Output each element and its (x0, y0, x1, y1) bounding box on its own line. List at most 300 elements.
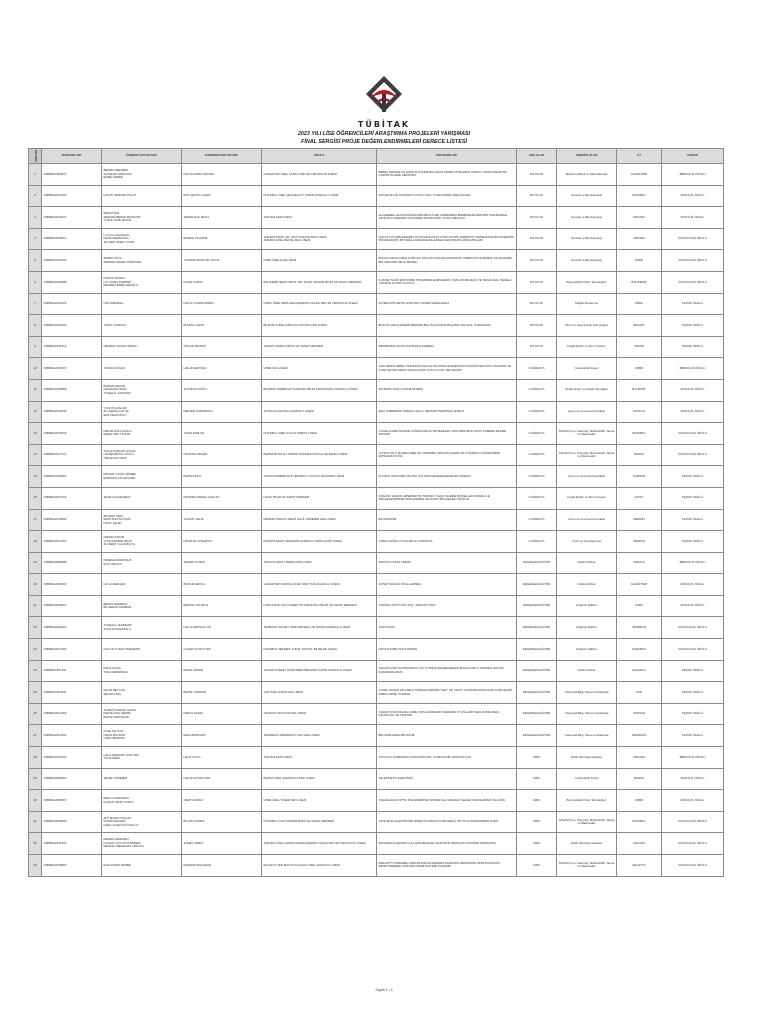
table-row (29, 250, 724, 272)
cell-okul: GAZİANTEP ÖZEL SANKO FEN VE TEKNOLOJİ LİSESİ (262, 164, 377, 186)
cell-tematik: Kültürel Miras (557, 552, 617, 574)
cell-ogrenci: RIDVAN YUSUF ŞİMŞEK EMİRHAN ÇALIŞKANEL (102, 466, 182, 488)
cell-karar: TEŞVİK ÖDÜLÜ (662, 531, 724, 553)
cell-karar: TEŞVİK ÖDÜLÜ (662, 293, 724, 315)
table-row (29, 617, 724, 639)
cell-tematik: Biyomedikal Cihaz Teknolojileri (557, 790, 617, 812)
cell-no: 19 (29, 552, 42, 574)
cell-basvuru: 1689B012340270 (42, 207, 102, 229)
cell-proje: PARAZİTTİ PORAMED ÖZDUDUNDA DÜŞLENEN PARANTİK RESONANS SPEKTROSKOPİ (RESPTİRMERE) GÖRÜNTÜLEME SİSTEMİ TASARIMI (377, 855, 517, 877)
cell-basvuru: 1689B012327721 (42, 444, 102, 466)
cell-ana-alan: FİZİK (517, 811, 557, 833)
cell-ana-alan: BİYOLOJİ (517, 164, 557, 186)
cell-ogrenci: NİMENA PAMUKSUZ ELİF ÖZKAYA (102, 552, 182, 574)
cell-okul: SAKARYA ŞEHİT ÖĞRETMEN İBRAHİM FANKIK ANADOLU LİSESİ (262, 660, 377, 682)
cell-il: İZMİR (617, 358, 662, 380)
cell-proje: OTO KULLANIMINDAN KONUM BULMA: ULTRASONİK NAVİGASYON (377, 747, 517, 769)
cell-ana-alan: COĞRAFYA (517, 466, 557, 488)
cell-proje: ANTEP SOKAĞİ OKULLARINDA (377, 574, 517, 596)
table-row (29, 682, 724, 704)
cell-danisman: BÜLBÜL ÇAKIR (182, 315, 262, 337)
cell-proje: BAVANDA ALANINDA KULLANILABİLECEK PARANTİK PERLATİK TASARIMI (PARANTİK) (377, 833, 517, 855)
col-tematik: TEMATİK ALAN (557, 149, 617, 164)
cell-okul: İZMİR ÖZEL TANER FEN LİSESİ (262, 790, 377, 812)
cell-tematik: Doğal Afetler ve Doğal Kaynaklar (557, 379, 617, 401)
cell-okul: TRABZON SAFFET ÇEBİ MESLEKİ VE TEKNİK ANADOLU LİSESİ (262, 617, 377, 639)
col-ogrenci: ÖĞRENCİ ADI SOYADI (102, 149, 182, 164)
page-subtitle: FİNAL SERGİSİ PROJE DEĞERLENDİRMELERİ DERECE LİSTESİ (301, 139, 467, 145)
cell-ogrenci: CAN MENDİLLİ (102, 293, 182, 315)
cell-danisman: PINAR KARAZ (182, 271, 262, 293)
cell-ana-alan: DEĞERLER EĞİTİMİ (517, 725, 557, 747)
cell-proje: SAKARYA'NIN KAYBOLMAYA YÜZ TUTMUŞ DEĞERLERİNİN MASALLARLA YENİDEN HAYATA KAZANDIRILMASI (377, 660, 517, 682)
cell-proje: TARİHİN UNUTTUĞU TAŞ: "FRENTİK TAŞI" (377, 595, 517, 617)
cell-no: 33 (29, 855, 42, 877)
cell-ana-alan: DEĞERLER EĞİTİMİ (517, 639, 557, 661)
cell-basvuru: 1689B012338713 (42, 336, 102, 358)
cell-karar: ÜÇÜNCÜLÜK ÖDÜLÜ (662, 444, 724, 466)
cell-okul: SAMSUN ERBAKANT TEKKEKÖY SOSYAL BİLİMLER LİSESİ (262, 466, 377, 488)
cell-il: AMASYA (617, 552, 662, 574)
cell-karar: İKİNCİLİK ÖDÜLÜ (662, 401, 724, 423)
cell-okul: ANTALYA KARATAY ANADOLU LİSESİ (262, 401, 377, 423)
cell-no: 18 (29, 531, 42, 553)
cell-ogrenci: TURAN DOĞAN (102, 358, 182, 380)
cell-ana-alan: BİYOLOJİ (517, 250, 557, 272)
cell-okul: KARS PROF. DR. FAHRETTİN KIRZIOĞLU BİLİM VE SANAT MERKEZİ (262, 595, 377, 617)
cell-okul: BURSA BTSO ALİ OSMAN SÖNMEZ SOSYAL BİLİMLER LİSESİ (262, 444, 377, 466)
cell-karar: TEŞVİK ÖDÜLÜ (662, 509, 724, 531)
cell-proje: TAHTA ASILI (377, 617, 517, 639)
cell-basvuru: 1689B012352331 (42, 682, 102, 704)
table-row (29, 552, 724, 574)
cell-danisman: HÜLYA YILMAZ MİRZA (182, 293, 262, 315)
cell-no: 7 (29, 293, 42, 315)
cell-basvuru: 1689B012322394 (42, 639, 102, 661)
cell-basvuru: 1689B012329126 (42, 293, 102, 315)
cell-no: 27 (29, 725, 42, 747)
cell-karar: TEŞVİK ÖDÜLÜ (662, 660, 724, 682)
cell-ogrenci: LEYLA DENÇER (102, 574, 182, 596)
table-row (29, 207, 724, 229)
cell-tematik: STEAM (Fen, Teknoloji, Mühendislik, Sanat ve Matematik) (557, 855, 617, 877)
cell-tematik: Genetik ve Biyoteknoloji (557, 207, 617, 229)
cell-no: 29 (29, 768, 42, 790)
cell-basvuru: 1689B012346293 (42, 315, 102, 337)
cell-no: 31 (29, 811, 42, 833)
table-row (29, 336, 724, 358)
cell-ogrenci: ALP MURAT KINCAK RIYAM DENÇER NAZLI AYŞE KÜÇÜKOLLÜ (102, 811, 182, 833)
cell-basvuru: 1689B012307415 (42, 487, 102, 509)
cell-danisman: MELTEM KARADOĞU (182, 401, 262, 423)
col-danisman: DANIŞMAN ADI SOYADI (182, 149, 262, 164)
cell-proje: TASARLANAN OPTİK POLARİMETRE SİSTEMİ İLE GIDADAKİ ŞEKER ORANLARININ ÖLÇÜMÜ (377, 790, 517, 812)
table-row (29, 358, 724, 380)
cell-basvuru: 1689B012327163 (42, 531, 102, 553)
cell-il: İZMİR (617, 250, 662, 272)
cell-okul: MERSİN TARSUS ŞEHİT HALİL ÖZDEMİR FEN LİSESİ (262, 509, 377, 531)
cell-danisman: AHMET ARBAY (182, 833, 262, 855)
cell-karar: İKİNCİLİK ÖDÜLÜ (662, 379, 724, 401)
cell-il: BURSA (617, 768, 662, 790)
col-proje: PROJENİN ADI (377, 149, 517, 164)
table-row (29, 379, 724, 401)
cell-ogrenci: RANA ALTAŞ TANA DEMİRKILIK (102, 660, 182, 682)
cell-ogrenci: EGE SONAT DERBE (102, 855, 182, 877)
table-row (29, 574, 724, 596)
cell-ogrenci: BERRİN MERMER SUDENAZ DİRGÖĞA EMRE ÖZMEN (102, 164, 182, 186)
cell-ana-alan: BİYOLOJİ (517, 336, 557, 358)
cell-ogrenci: CEYLİN TUANA TAŞDEMİR (102, 639, 182, 661)
cell-no: 28 (29, 747, 42, 769)
cell-proje: YAŞANTI KONUSUNA GÖRE YAPILANDIRILMIŞ SERAMİK OYUNLARIN ŞEKLİN BİR AMAÇ UZUNLUĞU VE TANITIMI (377, 703, 517, 725)
cell-il: SAKARYA (617, 660, 662, 682)
cell-il: BİLECİK (617, 315, 662, 337)
cell-no: 24 (29, 660, 42, 682)
cell-danisman: HALİT KOCA (182, 747, 262, 769)
cell-danisman: HAKAN DÜVEYNAK (182, 768, 262, 790)
cell-basvuru: 1689B012349953 (42, 855, 102, 877)
cell-proje: EKOHUNTER (377, 509, 517, 531)
cell-ogrenci: EREN KAHRAMAN KUZGAY BARİ TOSUN (102, 790, 182, 812)
cell-ana-alan: BİYOLOJİ (517, 315, 557, 337)
cell-ogrenci: KEREM AŞKAR YUNUS EMRE ÇELİK ALİ BERK YALÇINKAYA (102, 531, 182, 553)
cell-karar: BİRİNCİLİK ÖDÜLÜ (662, 747, 724, 769)
cell-il: ISPARTA (617, 531, 662, 553)
cell-ogrenci: BERRA DEMİRKIL BİLGEHAN AKDENİZ (102, 595, 182, 617)
cell-okul: ORDU ÖZEL ORDU BAHÇEŞEHİR KOLEJİ FEN VE TEKNOLOJİ LİSESİ (262, 293, 377, 315)
cell-okul: SAMSUN AZİZ ATİK FEN LİSESİ (262, 703, 377, 725)
cell-ana-alan: COĞRAFYA (517, 531, 557, 553)
cell-ogrenci: KEVİN BEYCAN SELAN ATEŞ (102, 682, 182, 704)
cell-karar: İKİNCİLİK ÖDÜLÜ (662, 790, 724, 812)
cell-basvuru: 1689B012329599 (42, 811, 102, 833)
cell-ana-alan: DEĞERLER EĞİTİMİ (517, 682, 557, 704)
cell-tematik: Çevre ve Çevresel Kaynaklar (557, 466, 617, 488)
cell-ogrenci: SENEL ÖZDEMİR (102, 768, 182, 790)
cell-karar: ÜÇÜNCÜLÜK ÖDÜLÜ (662, 855, 724, 877)
cell-karar: TEŞVİK ÖDÜLÜ (662, 336, 724, 358)
table-row (29, 811, 724, 833)
table-row (29, 595, 724, 617)
cell-basvuru: 1689B012388988 (42, 552, 102, 574)
cell-no: 25 (29, 682, 42, 704)
cell-tematik: Yaşamsal Bilgi, Sanat ve Edebiyat (557, 703, 617, 725)
cell-basvuru: 1689B012366560 (42, 768, 102, 790)
cell-no: 13 (29, 423, 42, 445)
logo-wordmark: TÜBİTAK (357, 120, 411, 129)
table-row (29, 271, 724, 293)
cell-proje: GÜLER KAMPÜSÜNDE COĞRAFİ BİLGİ SİSTEMLERİ (CBS) DESTEKLİ AKTİF KAMERA İZLEME SİSTEMİ (377, 423, 517, 445)
cell-tematik: Genetik ve Biyoteknoloji (557, 185, 617, 207)
table-row (29, 790, 724, 812)
cell-karar: BİRİNCİLİK ÖDÜLÜ (662, 164, 724, 186)
cell-basvuru: 1689B012368567 (42, 790, 102, 812)
cell-tematik: Çevre ve Çevresel Kaynaklar (557, 401, 617, 423)
cell-karar: TEŞVİK ÖDÜLÜ (662, 487, 724, 509)
cell-danisman: HAKAN ERVİVAN (182, 358, 262, 380)
cell-okul: BURSA ÖZEL ŞAHİNKAYA FEN LİSESİ (262, 768, 377, 790)
cell-ana-alan: COĞRAFYA (517, 358, 557, 380)
cell-danisman: İRAY METİN GÜLER (182, 185, 262, 207)
cell-ana-alan: BİYOLOJİ (517, 207, 557, 229)
cell-karar: TEŞVİK ÖDÜLÜ (662, 315, 724, 337)
cell-karar: BİRİNCİLİK ÖDÜLÜ (662, 358, 724, 380)
cell-tematik: Kültürel Miras (557, 574, 617, 596)
cell-basvuru: 1689B012332845 (42, 401, 102, 423)
cell-okul: BALIKESİR ŞEHİT PROF. DR. İLHAN VARANK BİLİM VE SANAT MERKEZİ (262, 271, 377, 293)
cell-no: 23 (29, 639, 42, 661)
cell-no: 16 (29, 487, 42, 509)
cell-basvuru: 1689B012322455 (42, 703, 102, 725)
col-basvuru: BAŞVURU NO (42, 149, 102, 164)
cell-no: 14 (29, 444, 42, 466)
col-il: İLİ (617, 149, 662, 164)
cell-danisman: HÜLYA ABANOZ CİN (182, 617, 262, 639)
cell-okul: BAYBURT EDEBİYAT GÜNDÜZÜ BİLİM PROGRAMLI ANADOLU LİSESİ (262, 379, 377, 401)
cell-il: MALATYA (617, 855, 662, 877)
cell-il: ANKARA (617, 747, 662, 769)
table-row (29, 228, 724, 250)
cell-danisman: VOLKAT ÇELİK (182, 509, 262, 531)
cell-okul: ANKARA PROF. DR. AZİZ SANCAR FEN LİSESİ ANKARA ÖZEL BEVSE FEN LİSESİ (262, 228, 377, 250)
cell-okul: BİLECİK KÜFELİ ARSLAN ÖZTÜRK FEN LİSESİ (262, 315, 377, 337)
cell-proje: AMASYA YAKAZ TEZKİP (377, 552, 517, 574)
cell-proje: KUATEK TAKIP-ETKİSİNDE TIPSİZİRME ENZİMLERİN YAPILAŞTIRILMASI VE TRİGNOSAL TEMELLİ YAPIDAN KLAVİTÜN ROLÜ (377, 271, 517, 293)
cell-okul: İSTANBUL ÖZEL KÜÇÜK PRENS LİSESİ (262, 423, 377, 445)
cell-basvuru: 1689B012332811 (42, 228, 102, 250)
cell-il: KARABÜK (617, 639, 662, 661)
cell-proje: BİLECİK ÇEKÜLDÜRER BERKER BAL DUALIĞININ BİLE BİR UZLUSAL KURULMASI (377, 315, 517, 337)
cell-tematik: Tarım ve Hayvancılık Teknolojileri (557, 315, 617, 337)
cell-okul: ANKARA ÖZEL ÇANKAYA BAHÇEŞEHİR KOLEJİ FEN VE TEKNOLOJİ LİSESİ (262, 833, 377, 855)
cell-no: 26 (29, 703, 42, 725)
cell-proje: BAYBURT DOĞA TANIMI MÜZESİ (377, 379, 517, 401)
cell-proje: AÇIK DENİZ HEBELİ SMAKDSE (DALGA VE RÜZGAR ENERJİSİ) DÖNÜŞTÜRÜCÜSÜ TASARIMI VE İLAMİYEZ BİR DENİZ KIRSALKLARI İÇİN UYGUN YER SEÇİMİ (377, 358, 517, 380)
cell-tematik: Değerler Eğitimi (557, 639, 617, 661)
cell-no: 9 (29, 336, 42, 358)
cell-danisman: MERT DURAN (182, 790, 262, 812)
cell-karar: İKİNCİLİK ÖDÜLÜ (662, 595, 724, 617)
cell-okul: VAN ÖZEL SANATLAR LİSESİ (262, 682, 377, 704)
table-row (29, 855, 724, 877)
cell-okul: HATAY BİLİM VE SANAT MERKEZİ (262, 487, 377, 509)
cell-tematik: Malzeme Bilimi ve Nanoteknoloji (557, 164, 617, 186)
cell-karar: BİRİNCİLİK ÖDÜLÜ (662, 552, 724, 574)
cell-proje: BÖCEK GENİ HOMOLOJİSİYLE VARYASYONLARA PROMATİK ONERİYAN YETENEĞİ İLE ESLEŞEN BİR GENOMİK BİLGİ MODELİ (377, 250, 517, 272)
cell-no: 5 (29, 250, 42, 272)
cell-basvuru: 1689B012345492 (42, 747, 102, 769)
cell-ana-alan: FİZİK (517, 833, 557, 855)
cell-tematik: Kültürel Miras (557, 660, 617, 682)
cell-proje: ALTERNATİF BEYİN GÖRÜNTÜ İŞARETLEME ARACI (377, 293, 517, 315)
cell-karar: TEŞVİK ÖDÜLÜ (662, 703, 724, 725)
cell-ana-alan: DEĞERLER EĞİTİMİ (517, 617, 557, 639)
cell-okul: İZMİR ÖZEL EGE LİSESİ (262, 250, 377, 272)
cell-karar: ÜÇÜNCÜLÜK ÖDÜLÜ (662, 250, 724, 272)
cell-tematik: Mobil Teknoloji Havirlete (557, 747, 617, 769)
cell-danisman: ERDİNÇ OKUMUŞ (182, 595, 262, 617)
cell-no: 3 (29, 207, 42, 229)
cell-ogrenci: KEREM GELEGEN KONGUT AYA SÖYLEMMEZ MERTALİ MELEKSİN TEKCAN (102, 833, 182, 855)
cell-tematik: Yaşamsal Bilgi, Sanat ve Edebiyat (557, 682, 617, 704)
cell-ogrenci: YUNUS SAĞLAM ALİ KEMAL KAYUŞ EFE ÇELİKOĞLU (102, 401, 182, 423)
cell-no: 30 (29, 790, 42, 812)
cell-il: BAYBURT (617, 379, 662, 401)
cell-no: 10 (29, 358, 42, 380)
cell-ana-alan: COĞRAFYA (517, 509, 557, 531)
cell-karar: ÜÇÜNCÜLÜK ÖDÜLÜ (662, 811, 724, 833)
page-number: Sayfa 1 / 4 (375, 988, 393, 992)
cell-il: İZMİR (617, 790, 662, 812)
cell-basvuru: 1689B012389574 (42, 164, 102, 186)
cell-basvuru: 1689B012318496 (42, 509, 102, 531)
table-row (29, 531, 724, 553)
table-row (29, 509, 724, 531)
table-row (29, 444, 724, 466)
cell-ana-alan: DEĞERLER EĞİTİMİ (517, 703, 557, 725)
cell-il: HATAY (617, 487, 662, 509)
cell-tematik: Değerler Eğitimi (557, 595, 617, 617)
cell-tematik: Biyomedikal Cihaz Teknolojileri (557, 271, 617, 293)
cell-tematik: Yenilenebilir Enerji (557, 358, 617, 380)
cell-proje: BEBEK MAMASI VE ANNE SÜTÜNDE BULUNAN PROBİYOTİKLERİN TESPİTİ YAPAN PARANTİK GÖRÜNTÜLEME SENSÖRÜ (377, 164, 517, 186)
cell-il: VAN (617, 682, 662, 704)
cell-tematik: STEAM (Fen, Teknoloji, Mühendislik, Sanat ve Matematik) (557, 444, 617, 466)
cell-okul: MALATYA TED MALATYA KOLEJİ ÖZEL ANADOLU LİSESİ (262, 855, 377, 877)
cell-tematik: Genetik ve Biyoteknoloji (557, 250, 617, 272)
cell-danisman: MUSTAFA SEVER (182, 444, 262, 466)
table-header-row (29, 149, 724, 164)
cell-tematik: Doğal Afetler ve Afet Yönetimi (557, 487, 617, 509)
cell-danisman: ZERER ELİF BALCI (182, 207, 262, 229)
cell-no: 2 (29, 185, 42, 207)
cell-ana-alan: FİZİK (517, 855, 557, 877)
cell-il: ANKARA (617, 207, 662, 229)
cell-no: 21 (29, 595, 42, 617)
cell-okul: ADANA TÜFEKÇİ BİLİM VE SANAT MERKEZİ (262, 336, 377, 358)
cell-karar: TEŞVİK ÖDÜLÜ (662, 466, 724, 488)
cell-il: GAZİANTEP (617, 574, 662, 596)
cell-il: İSTANBUL (617, 185, 662, 207)
cell-ana-alan: COĞRAFYA (517, 379, 557, 401)
cell-tematik: STEAM (Fen, Teknoloji, Mühendislik, Sanat ve Matematik) (557, 423, 617, 445)
cell-karar: ÜÇÜNCÜLÜK ÖDÜLÜ (662, 228, 724, 250)
cell-basvuru: 1689B012346587 (42, 466, 102, 488)
table-row (29, 725, 724, 747)
table-row (29, 639, 724, 661)
results-table (28, 148, 724, 877)
table-row (29, 747, 724, 769)
cell-danisman: BİLGİN ÖVNEN (182, 811, 262, 833)
table-row (29, 703, 724, 725)
cell-ana-alan: COĞRAFYA (517, 401, 557, 423)
page-title: 2023 YILI LİSE ÖĞRENCİLERİ ARAŞTIRMA PROJELERİ YARIŞMASI (297, 131, 471, 137)
cell-okul: ANKARA FEN LİSESİ (262, 747, 377, 769)
cell-ogrenci: HALİL İBRAHİM YENTÜRK TUNA ÖZEK (102, 747, 182, 769)
cell-okul: TEKİRDAĞ ÇERKEZKÖY ASA FEN LİSESİ (262, 725, 377, 747)
cell-okul: AMASYA MACİT ZEREN FEN LİSESİ (262, 552, 377, 574)
cell-okul: İSTANBUL FUAT MODEM BİLİM VE SANAT MERKEZİ (262, 811, 377, 833)
cell-il: TEKİRDAĞ (617, 725, 662, 747)
cell-ogrenci: AYŞEGÜL ALEMDAR SUNA HAMAMOĞLU (102, 617, 182, 639)
cell-tematik: Oyun ve Oyunlaştırma (557, 531, 617, 553)
cell-basvuru: 1689B012329253 (42, 574, 102, 596)
cell-il: İSTANBUL (617, 811, 662, 833)
cell-il: SAMSUN (617, 703, 662, 725)
cell-no: 6 (29, 271, 42, 293)
cell-proje: HACAT KÜLTÜRLERİNDE OLUŞTURULAN İN VİTRO ATOPİK DERMATİT MODELİNDE PROLİFERATİF PROLİFERATİF BİYODEL LARDAN ELDE EDİLEN EKSTRAKTLARIN ETKİLERİ (377, 228, 517, 250)
cell-karar: İKİNCİLİK ÖDÜLÜ (662, 768, 724, 790)
cell-proje: YENİ NESİL ELEKTRONİK ENERJİ KURMAK KUZKOPELLİ OPTİK KONUMANDIRIR KADN (377, 811, 517, 833)
cell-tematik: Yenilenebilir Enerji (557, 768, 617, 790)
cell-ana-alan: FİZİK (517, 768, 557, 790)
cell-ogrenci: İREM PÜLE SERDAR BERKE BOZKURT YUSUF SAİD AKTAN (102, 207, 182, 229)
col-ana-alan: ANA ALAN (517, 149, 557, 164)
cell-karar: ÜÇÜNCÜLÜK ÖDÜLÜ (662, 639, 724, 661)
cell-danisman: YASİN KAPLAN (182, 423, 262, 445)
cell-okul: İZMİR FEN LİSESİ (262, 358, 377, 380)
cell-danisman: GÜLER GÜNÇTÜRK (182, 639, 262, 661)
cell-karar: TEŞVİK ÖDÜLÜ (662, 725, 724, 747)
cell-il: BURSA (617, 444, 662, 466)
cell-danisman: KERİM ÜNLÜ (182, 466, 262, 488)
table-row (29, 660, 724, 682)
table-row (29, 487, 724, 509)
col-no: SIRA NO (29, 149, 42, 164)
cell-danisman: BARIŞ YILDIRAR (182, 682, 262, 704)
cell-no: 8 (29, 315, 42, 337)
cell-ana-alan: FİZİK (517, 747, 557, 769)
cell-ana-alan: BİYOLOJİ (517, 271, 557, 293)
cell-danisman: ÖZGAN SEVİNCİ (182, 336, 262, 358)
cell-proje: DOĞANK ZAMAN HİPERPEKTİF TOPRAK YÜZEY İŞLEME MODELLERİ MODEL İLE DEĞERLENDİRME İNCELENMESİ VE AFAKTİ BÖLGELERİ TAVSİYE (377, 487, 517, 509)
cell-ana-alan: BİYOLOJİ (517, 228, 557, 250)
table-row (29, 315, 724, 337)
table-row (29, 164, 724, 186)
cell-basvuru: 1689B012351781 (42, 660, 102, 682)
table-row (29, 768, 724, 790)
cell-karar: İKİNCİLİK ÖDÜLÜ (662, 574, 724, 596)
cell-danisman: EMRAH YILDIRIM (182, 228, 262, 250)
cell-il: BALIKESİR (617, 271, 662, 293)
cell-tematik: Genetik ve Biyoteknoloji (557, 228, 617, 250)
cell-danisman: FERİDUN BALAMAN (182, 855, 262, 877)
cell-il: SAMSUN (617, 466, 662, 488)
cell-no: 12 (29, 401, 42, 423)
cell-ana-alan: COĞRAFYA (517, 423, 557, 445)
cell-ana-alan: COĞRAFYA (517, 444, 557, 466)
cell-karar: TEŞVİK ÖDÜLÜ (662, 682, 724, 704)
cell-karar: ÜÇÜNCÜLÜK ÖDÜLÜ (662, 423, 724, 445)
cell-no: 1 (29, 164, 42, 186)
cell-basvuru: 1689B012327954 (42, 725, 102, 747)
cell-danisman: ESRA BOZKURT (182, 725, 262, 747)
cell-tematik: Yaşamsal Bilgi, Sanat ve Edebiyat (557, 725, 617, 747)
cell-basvuru: 1689B012305332 (42, 833, 102, 855)
cell-karar: İKİNCİLİK ÖDÜLÜ (662, 207, 724, 229)
cell-tematik: Değerler Eğitimi (557, 617, 617, 639)
cell-proje: GÜZEL SANATLAR LİSESİ ÖĞRENCİLERİNİN "SES" VE "NOTA" KAVRAMLARINA DAİR GÖRÜŞLERİ: KİBEİY-DZME YILDIRLE (377, 682, 517, 704)
cell-okul: ISPARTA ŞEHİT ŞEHKERİF ANADOLU İMAM HATİP LİSESİ (262, 531, 377, 553)
cell-karar: ÜÇÜNCÜLÜK ÖDÜLÜ (662, 617, 724, 639)
cell-tematik: STEAM (Fen, Teknoloji, Mühendislik, Sanat ve Matematik) (557, 811, 617, 833)
cell-no: 4 (29, 228, 42, 250)
cell-danisman: MUSTAFA KEMAL KALKAN (182, 487, 262, 509)
cell-proje: PLASTİK ATIKLARIN VE ATIK SULARIN DEĞERLENDİRİLEN TEŞHİSİ (377, 466, 517, 488)
col-karar: KARAR (662, 149, 724, 164)
cell-no: 32 (29, 833, 42, 855)
